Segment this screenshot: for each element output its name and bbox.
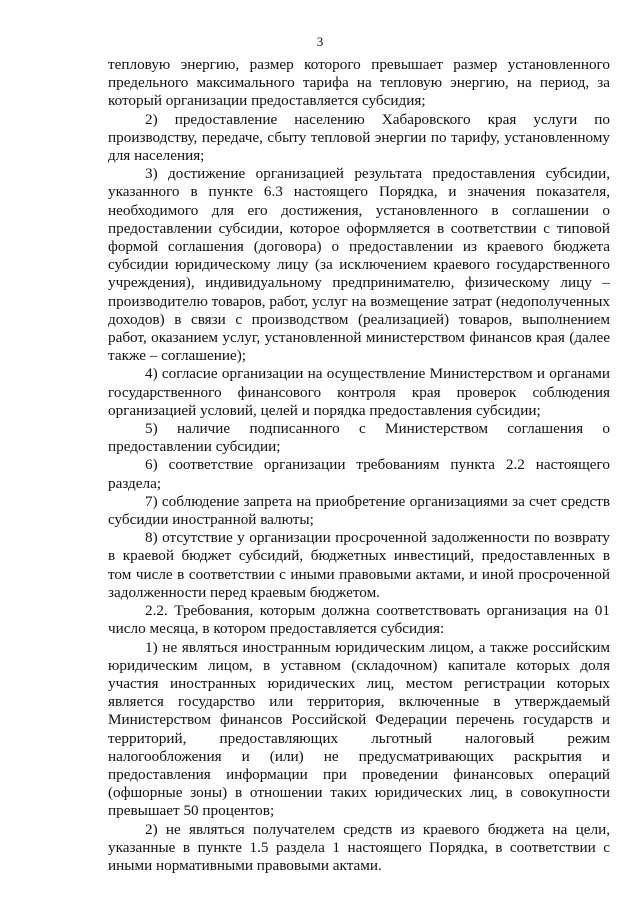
paragraph-item-8: 8) отсутствие у организации просроченной задолженности по возврату в краевой бюджет субсидий, бюджетных инвестиций, предоставленных в том числе в соответствии с иными правовыми актами, и иной просроченной задолженности перед краевым бюджетом. bbox=[108, 529, 610, 601]
paragraph-requirement-1: 1) не являться иностранным юридическим лицом, а также российским юридическим лицом, в уставном (складочном) капитале которых доля участия иностранных юридических лиц, местом регистрации которых является государство или территория, включенные в утверждаемый Министерством финансов Российской Федерации перечень государств и территорий, предоставляющих льготный налоговый режим налогообложения и (или) не предусматривающих раскрытия и предоставления информации при проведении финансовых операций (офшорные зоны) в отношении таких юридических лиц, в совокупности превышает 50 процентов; bbox=[108, 638, 610, 820]
paragraph-item-4: 4) согласие организации на осуществление Министерством и органами государственного финансового контроля края проверок соблюдения организацией условий, целей и порядка предоставления субсидии; bbox=[108, 365, 610, 419]
body-text bbox=[108, 56, 610, 875]
paragraph-continuation: тепловую энергию, размер которого превышает размер установленного предельного максимального тарифа на тепловую энергию, на период, за который организации предоставляется субсидия; bbox=[108, 56, 610, 110]
paragraph-item-6: 6) соответствие организации требованиям пункта 2.2 настоящего раздела; bbox=[108, 456, 610, 492]
paragraph-item-3: 3) достижение организацией результата предоставления субсидии, указанного в пункте 6.3 настоящего Порядка, и значения показателя, необходимого для его достижения, установленного в соглашении о предоставлении субсидии, которое оформляется в соответствии с типовой формой соглашения (договора) о предоставлении из краевого бюджета субсидии юридическому лицу (за исключением краевого государственного учреждения), индивидуальному предпринимателю, физическому лицу – производителю товаров, работ, услуг на возмещение затрат (недополученных доходов) в связи с производством (реализацией) товаров, выполнением работ, оказанием услуг, установленной министерством финансов края (далее также – соглашение); bbox=[108, 165, 610, 365]
paragraph-item-5: 5) наличие подписанного с Министерством соглашения о предоставлении субсидии; bbox=[108, 420, 610, 456]
paragraph-section-2-2: 2.2. Требования, которым должна соответствовать организация на 01 число месяца, в котором предоставляется субсидия: bbox=[108, 602, 610, 638]
page-number: 3 bbox=[316, 34, 324, 49]
paragraph-requirement-2: 2) не являться получателем средств из краевого бюджета на цели, указанные в пункте 1.5 раздела 1 настоящего Порядка, в соответствии с иными нормативными правовыми актами. bbox=[108, 820, 610, 874]
paragraph-item-2: 2) предоставление населению Хабаровского края услуги по производству, передаче, сбыту тепловой энергии по тарифу, установленному для населения; bbox=[108, 110, 610, 165]
paragraph-item-7: 7) соблюдение запрета на приобретение организациями за счет средств субсидии иностранной валюты; bbox=[108, 492, 610, 529]
